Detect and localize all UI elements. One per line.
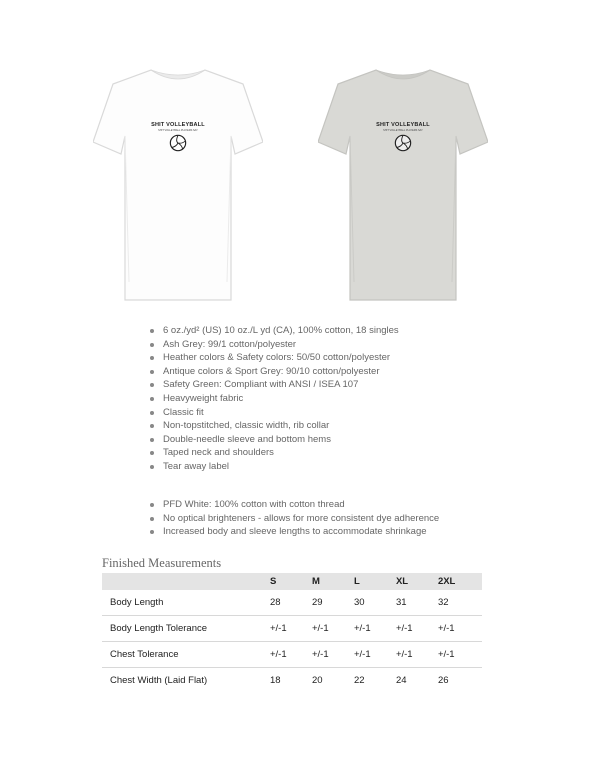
print-subtitle: SHIT VOLLEYBALL PLAYERS SAY [158, 129, 198, 132]
list-item: Ash Grey: 99/1 cotton/polyester [144, 338, 399, 352]
table-cell: 22 [353, 675, 365, 686]
table-cell: +/-1 [438, 642, 482, 668]
header-size: 2XL [438, 573, 482, 590]
header-blank [102, 573, 270, 590]
list-item: Double-needle sleeve and bottom hems [144, 433, 399, 447]
print-subtitle: SHIT VOLLEYBALL PLAYERS SAY [383, 129, 423, 132]
table-cell: 28 [270, 590, 312, 616]
volleyball-icon [169, 134, 187, 152]
list-item: Heavyweight fabric [144, 392, 399, 406]
table-cell: +/-1 [312, 642, 354, 668]
table-cell: 32 [438, 590, 482, 616]
print-title: SHIT VOLLEYBALL [151, 122, 205, 128]
table-row [102, 642, 482, 668]
volleyball-icon [394, 134, 412, 152]
tshirt-white-shape [93, 62, 263, 302]
list-item: Antique colors & Sport Grey: 90/10 cotton/polyester [144, 365, 399, 379]
grey-tshirt-image [318, 62, 488, 302]
list-item: PFD White: 100% cotton with cotton thread [144, 498, 439, 512]
table-cell: 31 [396, 590, 438, 616]
table-row [102, 590, 482, 616]
table-cell: 30 [354, 590, 396, 616]
table-cell: +/-1 [396, 616, 438, 642]
list-item: Taped neck and shoulders [144, 446, 399, 460]
shirt-print-white [93, 122, 263, 152]
tshirt-grey-shape [318, 62, 488, 302]
spec-list [144, 324, 399, 474]
list-item: Increased body and sleeve lengths to accommodate shrinkage [144, 525, 439, 539]
list-item: Safety Green: Compliant with ANSI / ISEA 107 [144, 378, 399, 392]
table-row [102, 668, 482, 694]
measurements-table [102, 573, 482, 693]
row-label: Body Length [102, 590, 270, 616]
table-cell: +/-1 [438, 616, 482, 642]
header-size: M [312, 573, 354, 590]
table-header-row [102, 573, 482, 590]
list-item: Tear away label [144, 460, 399, 474]
row-label: Chest Width (Laid Flat) [110, 675, 208, 686]
white-tshirt-image [93, 62, 263, 302]
list-item: 6 oz./yd² (US) 10 oz./L yd (CA), 100% cotton, 18 singles [144, 324, 399, 338]
table-cell: +/-1 [312, 616, 354, 642]
table-cell: +/-1 [396, 642, 438, 668]
spec-list-extra [144, 498, 439, 539]
row-label: Body Length Tolerance [102, 616, 270, 642]
table-cell: 26 [437, 675, 449, 686]
list-item: Classic fit [144, 406, 399, 420]
shirt-print-grey [318, 122, 488, 152]
table-cell: 24 [395, 675, 407, 686]
header-size: S [270, 573, 312, 590]
table-cell: +/-1 [354, 616, 396, 642]
table-cell: 20 [311, 675, 323, 686]
table-cell: +/-1 [270, 616, 312, 642]
table-cell: 18 [270, 675, 281, 686]
table-cell: 29 [312, 590, 354, 616]
table-cell: +/-1 [354, 642, 396, 668]
row-label: Chest Tolerance [102, 642, 270, 668]
table-row [102, 616, 482, 642]
table-cell: +/-1 [270, 642, 312, 668]
header-size: XL [396, 573, 438, 590]
list-item: Non-topstitched, classic width, rib collar [144, 419, 399, 433]
section-title: Finished Measurements [102, 556, 222, 570]
print-title: SHIT VOLLEYBALL [376, 122, 430, 128]
list-item: No optical brighteners - allows for more consistent dye adherence [144, 512, 439, 526]
list-item: Heather colors & Safety colors: 50/50 cotton/polyester [144, 351, 399, 365]
header-size: L [354, 573, 396, 590]
